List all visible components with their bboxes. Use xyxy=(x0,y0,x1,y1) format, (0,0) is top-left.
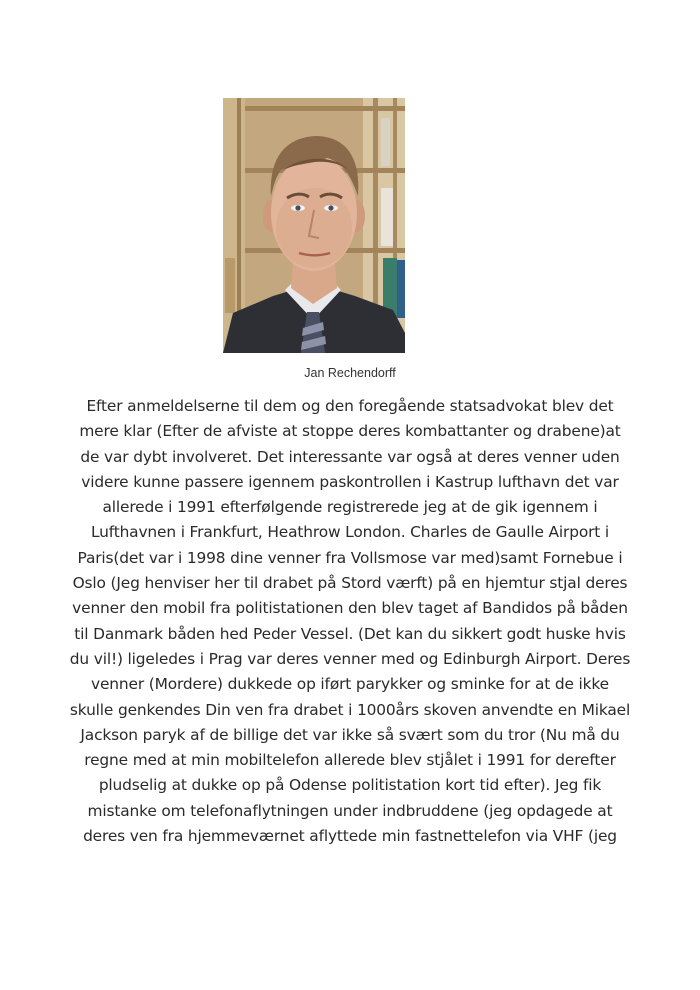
text-line: mistanke om telefonaflytningen under indbruddene (jeg opdagede at xyxy=(87,801,613,820)
text-line: de var dybt involveret. Det interessante var også at deres venner uden xyxy=(80,447,620,466)
text-line: venner (Mordere) dukkede op iført parykker og sminke for at de ikke xyxy=(91,675,609,694)
text-line: du vil!) ligeledes i Prag var deres venner med og Edinburgh Airport. Deres xyxy=(69,649,631,668)
text-line: allerede i 1991 efterfølgende registrerede jeg at de gik igennem i xyxy=(102,498,598,517)
text-line: Jackson paryk af de billige det var ikke så svært som du tror (Nu må du xyxy=(80,725,620,744)
text-line: mere klar (Efter de afviste at stoppe deres kombattanter og drabene)at xyxy=(79,422,621,441)
text-line: Lufthavnen i Frankfurt, Heathrow London. Charles de Gaulle Airport i xyxy=(90,523,610,542)
text-line: regne med at min mobiltelefon allerede blev stjålet i 1991 for derefter xyxy=(84,751,616,770)
text-line: Paris(det var i 1998 dine venner fra Vollsmose var med)samt Fornebue i xyxy=(77,548,623,567)
text-line: til Danmark båden hed Peder Vessel. (Det kan du sikkert godt huske hvis xyxy=(74,624,626,643)
text-line: skulle genkendes Din ven fra drabet i 1000års skoven anvendte en Mikael xyxy=(69,700,631,719)
text-line: Efter anmeldelserne til dem og den foregående statsadvokat blev det xyxy=(86,397,614,415)
text-line: Oslo (Jeg henviser her til drabet på Stord værft) på en hjemtur stjal deres xyxy=(72,574,628,593)
text-line: videre kunne passere igennem paskontrollen i Kastrup lufthavn det var xyxy=(81,472,619,491)
portrait-photo xyxy=(223,98,405,353)
text-line: venner den mobil fra politistationen den blev taget af Bandidos på båden xyxy=(72,599,628,618)
text-line: deres ven fra hjemmeværnet aflyttede min fastnettelefon via VHF (jeg xyxy=(83,827,617,846)
photo-caption: Jan Rechendorff xyxy=(304,366,396,380)
body-text xyxy=(48,394,652,849)
text-line: pludselig at dukke op på Odense politistation kort tid efter). Jeg fik xyxy=(98,776,602,795)
portrait-image xyxy=(223,98,405,353)
